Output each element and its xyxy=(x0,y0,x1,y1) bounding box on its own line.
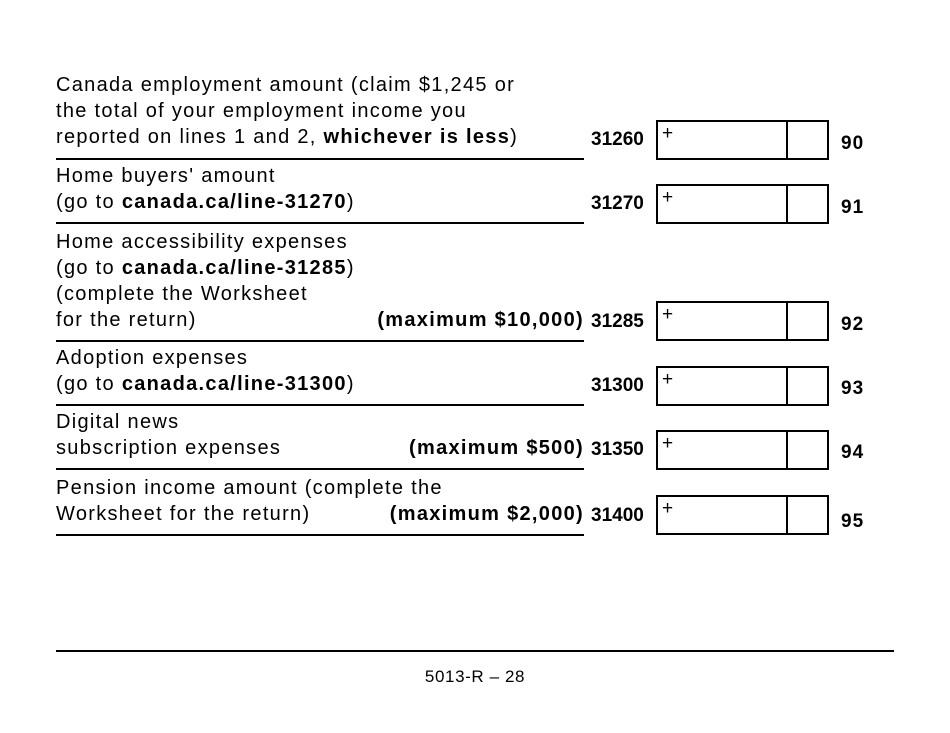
description-text: (go to xyxy=(56,373,122,395)
description-text: Home buyers' amount xyxy=(56,165,276,187)
description-text: canada.ca/line-31270 xyxy=(121,191,347,213)
description-line xyxy=(56,345,584,371)
line-description xyxy=(56,163,584,215)
description-text: the total of your employment income you xyxy=(56,100,467,122)
description-text: Worksheet for the return) xyxy=(56,503,311,525)
line-divider xyxy=(56,158,584,160)
line-description xyxy=(56,409,584,461)
description-text: ) xyxy=(346,191,355,213)
line-description xyxy=(56,229,584,333)
description-text: (complete the Worksheet xyxy=(56,283,308,305)
description-line xyxy=(56,409,584,435)
line-number: 93 xyxy=(841,378,865,399)
line-divider xyxy=(56,404,584,406)
line-description xyxy=(56,475,584,527)
cents-divider xyxy=(786,432,788,468)
line-code: 31260 xyxy=(591,129,644,150)
description-text: (go to xyxy=(56,191,122,213)
description-text: ) xyxy=(346,373,355,395)
line-code: 31300 xyxy=(591,375,644,396)
description-line xyxy=(56,163,584,189)
line-code: 31285 xyxy=(591,311,644,332)
description-line xyxy=(56,98,584,124)
page-footer: 5013-R – 28 xyxy=(424,667,526,686)
description-line xyxy=(56,124,584,150)
line-code: 31270 xyxy=(591,193,644,214)
cents-divider xyxy=(786,303,788,339)
plus-sign: + xyxy=(662,187,674,208)
maximum-amount-note: (maximum $2,000) xyxy=(389,503,584,525)
description-line xyxy=(56,255,584,281)
description-line xyxy=(56,435,584,461)
line-divider xyxy=(56,534,584,536)
line-number: 94 xyxy=(841,442,865,463)
description-text: subscription expenses xyxy=(56,437,282,459)
line-number: 92 xyxy=(841,314,865,335)
line-description xyxy=(56,345,584,397)
plus-sign: + xyxy=(662,304,674,325)
plus-sign: + xyxy=(662,498,674,519)
description-line xyxy=(56,371,584,397)
description-line xyxy=(56,281,584,307)
amount-input-31285[interactable] xyxy=(656,301,829,341)
line-divider xyxy=(56,468,584,470)
cents-divider xyxy=(786,497,788,533)
maximum-amount-note: (maximum $500) xyxy=(409,437,584,459)
description-text: whichever is less xyxy=(323,126,511,148)
plus-sign: + xyxy=(662,123,674,144)
line-divider xyxy=(56,340,584,342)
amount-input-31270[interactable] xyxy=(656,184,829,224)
line-description xyxy=(56,72,584,150)
cents-divider xyxy=(786,122,788,158)
line-code: 31400 xyxy=(591,505,644,526)
description-text: (go to xyxy=(56,257,122,279)
description-line xyxy=(56,501,584,527)
description-text: Pension income amount (complete the xyxy=(56,477,443,499)
plus-sign: + xyxy=(662,369,674,390)
cents-divider xyxy=(786,186,788,222)
description-line xyxy=(56,189,584,215)
description-text: for the return) xyxy=(56,309,197,331)
description-text: Digital news xyxy=(56,411,180,433)
description-text: ) xyxy=(510,126,519,148)
amount-input-31350[interactable] xyxy=(656,430,829,470)
description-text: Adoption expenses xyxy=(56,347,249,369)
description-text: reported on lines 1 and 2, xyxy=(56,126,324,148)
line-number: 95 xyxy=(841,511,865,532)
line-number: 91 xyxy=(841,197,865,218)
amount-input-31260[interactable] xyxy=(656,120,829,160)
cents-divider xyxy=(786,368,788,404)
footer-divider xyxy=(56,650,894,652)
line-number: 90 xyxy=(841,133,865,154)
plus-sign: + xyxy=(662,433,674,454)
amount-input-31400[interactable] xyxy=(656,495,829,535)
description-text: Home accessibility expenses xyxy=(56,231,348,253)
description-text: Canada employment amount (claim $1,245 or xyxy=(56,74,516,96)
description-text: canada.ca/line-31285 xyxy=(121,257,347,279)
description-line xyxy=(56,307,584,333)
description-line xyxy=(56,475,584,501)
description-line xyxy=(56,72,584,98)
amount-input-31300[interactable] xyxy=(656,366,829,406)
maximum-amount-note: (maximum $10,000) xyxy=(377,309,584,331)
description-text: canada.ca/line-31300 xyxy=(121,373,347,395)
line-divider xyxy=(56,222,584,224)
description-text: ) xyxy=(346,257,355,279)
description-line xyxy=(56,229,584,255)
line-code: 31350 xyxy=(591,439,644,460)
